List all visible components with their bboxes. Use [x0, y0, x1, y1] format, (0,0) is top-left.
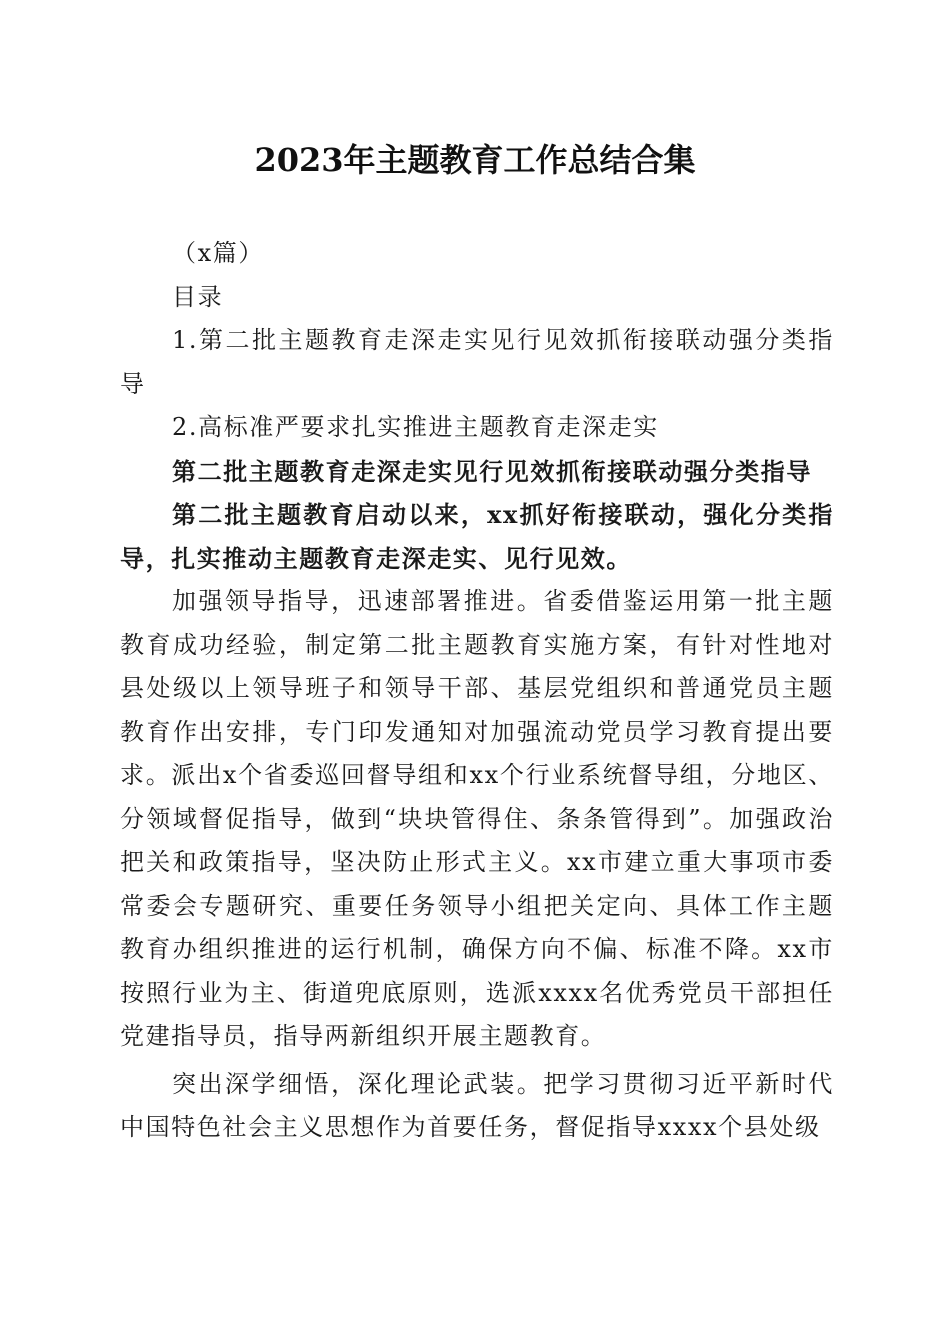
toc-item-1: 1.第二批主题教育走深走实见行见效抓衔接联动强分类指导 — [120, 326, 834, 398]
body-paragraph: 突出深学细悟，深化理论武装。把学习贯彻习近平新时代中国特色社会主义思想作为首要任务，督促指导xxxx个县处级 — [120, 1069, 834, 1141]
toc-label: 目录 — [172, 282, 224, 311]
toc-item-2: 2.高标准严要求扎实推进主题教育走深走实 — [172, 413, 659, 441]
body-paragraph: 加强领导指导，迅速部署推进。省委借鉴运用第一批主题教育成功经验，制定第二批主题教育实施方案，有针对性地对县处级以上领导班子和领导干部、基层党组织和普通党员主题教育作出安排，专门印发通知对加强流动党员学习教育提出要求。派出x个省委巡回督导组和xx个行业系统督导组，分地区、分领域督促指导，做到“块块管得住、条条管得到”。加强政治把关和政策指导，坚决防止形式主义。xx市建立重大事项市委常委会专题研究、重要任务领导小组把关定向、具体工作主题教育办组织推进的运行机制，确保方向不偏、标准不降。xx市按照行业为主、街道兜底原则，选派xxxx名优秀党员干部担任党建指导员，指导两新组织开展主题教育。 — [120, 587, 834, 1050]
article-title: 第二批主题教育走深走实见行见效抓衔接联动强分类指导 — [172, 456, 812, 486]
article-intro: 第二批主题教育启动以来，xx抓好衔接联动，强化分类指导，扎实推动主题教育走深走实、见行见效。 — [120, 500, 834, 573]
document-title: 2023年主题教育工作总结合集 — [254, 141, 696, 179]
document-body — [120, 232, 834, 1150]
count-note: （x篇） — [172, 239, 264, 267]
